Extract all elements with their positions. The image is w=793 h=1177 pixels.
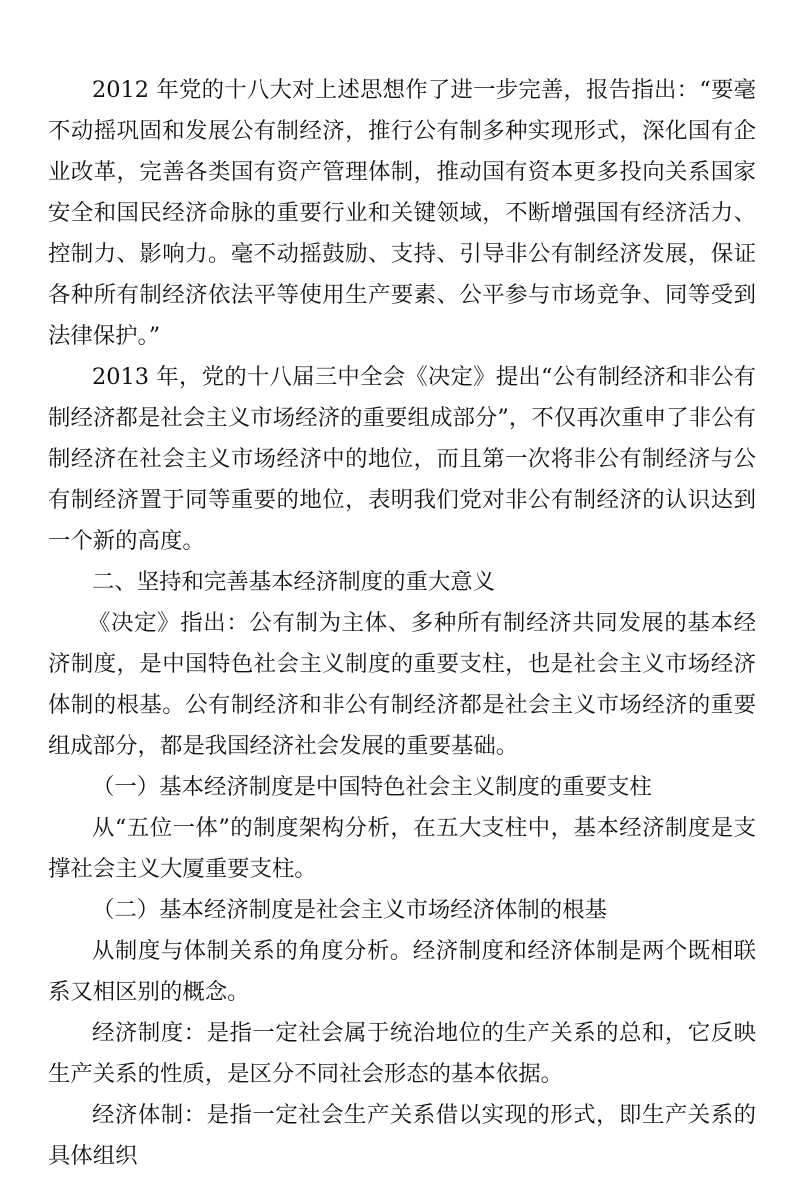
- paragraph-economic-system-definition: 经济制度：是指一定社会属于统治地位的生产关系的总和，它反映生产关系的性质，是区分不同社会形态的基本依据。: [48, 1020, 756, 1087]
- paragraph-system-relation: 从制度与体制关系的角度分析。经济制度和经济体制是两个既相联系又相区别的概念。: [48, 938, 756, 1005]
- paragraph-decision-points-out: 《决定》指出：公有制为主体、多种所有制经济共同发展的基本经济制度，是中国特色社会主义制度的重要支柱，也是社会主义市场经济体制的根基。公有制经济和非公有制经济都是社会主义市场经济的重要组成部分，都是我国经济社会发展的重要基础。: [48, 610, 756, 759]
- section-heading-significance: 二、坚持和完善基本经济制度的重大意义: [92, 569, 496, 595]
- paragraph-party-18th-congress: 2012 年党的十八大对上述思想作了进一步完善，报告指出：“要毫不动摇巩固和发展公有制经济，推行公有制多种实现形式，深化国有企业改革，完善各类国有资产管理体制，推动国有资本更多投向关系国家安全和国民经济命脉的重要行业和关键领域，不断增强国有经济活力、控制力、影响力。毫不动摇鼓励、支持、引导非公有制经济发展，保证各种所有制经济依法平等使用生产要素、公平参与市场竞争、同等受到法律保护。”: [48, 77, 756, 349]
- subheading-foundation: （二）基本经济制度是社会主义市场经济体制的根基: [92, 897, 607, 923]
- paragraph-five-in-one: 从“五位一体”的制度架构分析，在五大支柱中，基本经济制度是支撑社会主义大厦重要支柱。: [48, 815, 756, 882]
- paragraph-third-plenum-decision: 2013 年，党的十八届三中全会《决定》提出“公有制经济和非公有制经济都是社会主义市场经济的重要组成部分”，不仅再次重申了非公有制经济在社会主义市场经济中的地位，而且第一次将非公有制经济与公有制经济置于同等重要的地位，表明我们党对非公有制经济的认识达到一个新的高度。: [48, 364, 756, 554]
- paragraph-economic-structure-definition: 经济体制：是指一定社会生产关系借以实现的形式，即生产关系的具体组织: [48, 1102, 756, 1169]
- document-body: [48, 70, 756, 1177]
- subheading-pillar: （一）基本经济制度是中国特色社会主义制度的重要支柱: [92, 774, 652, 800]
